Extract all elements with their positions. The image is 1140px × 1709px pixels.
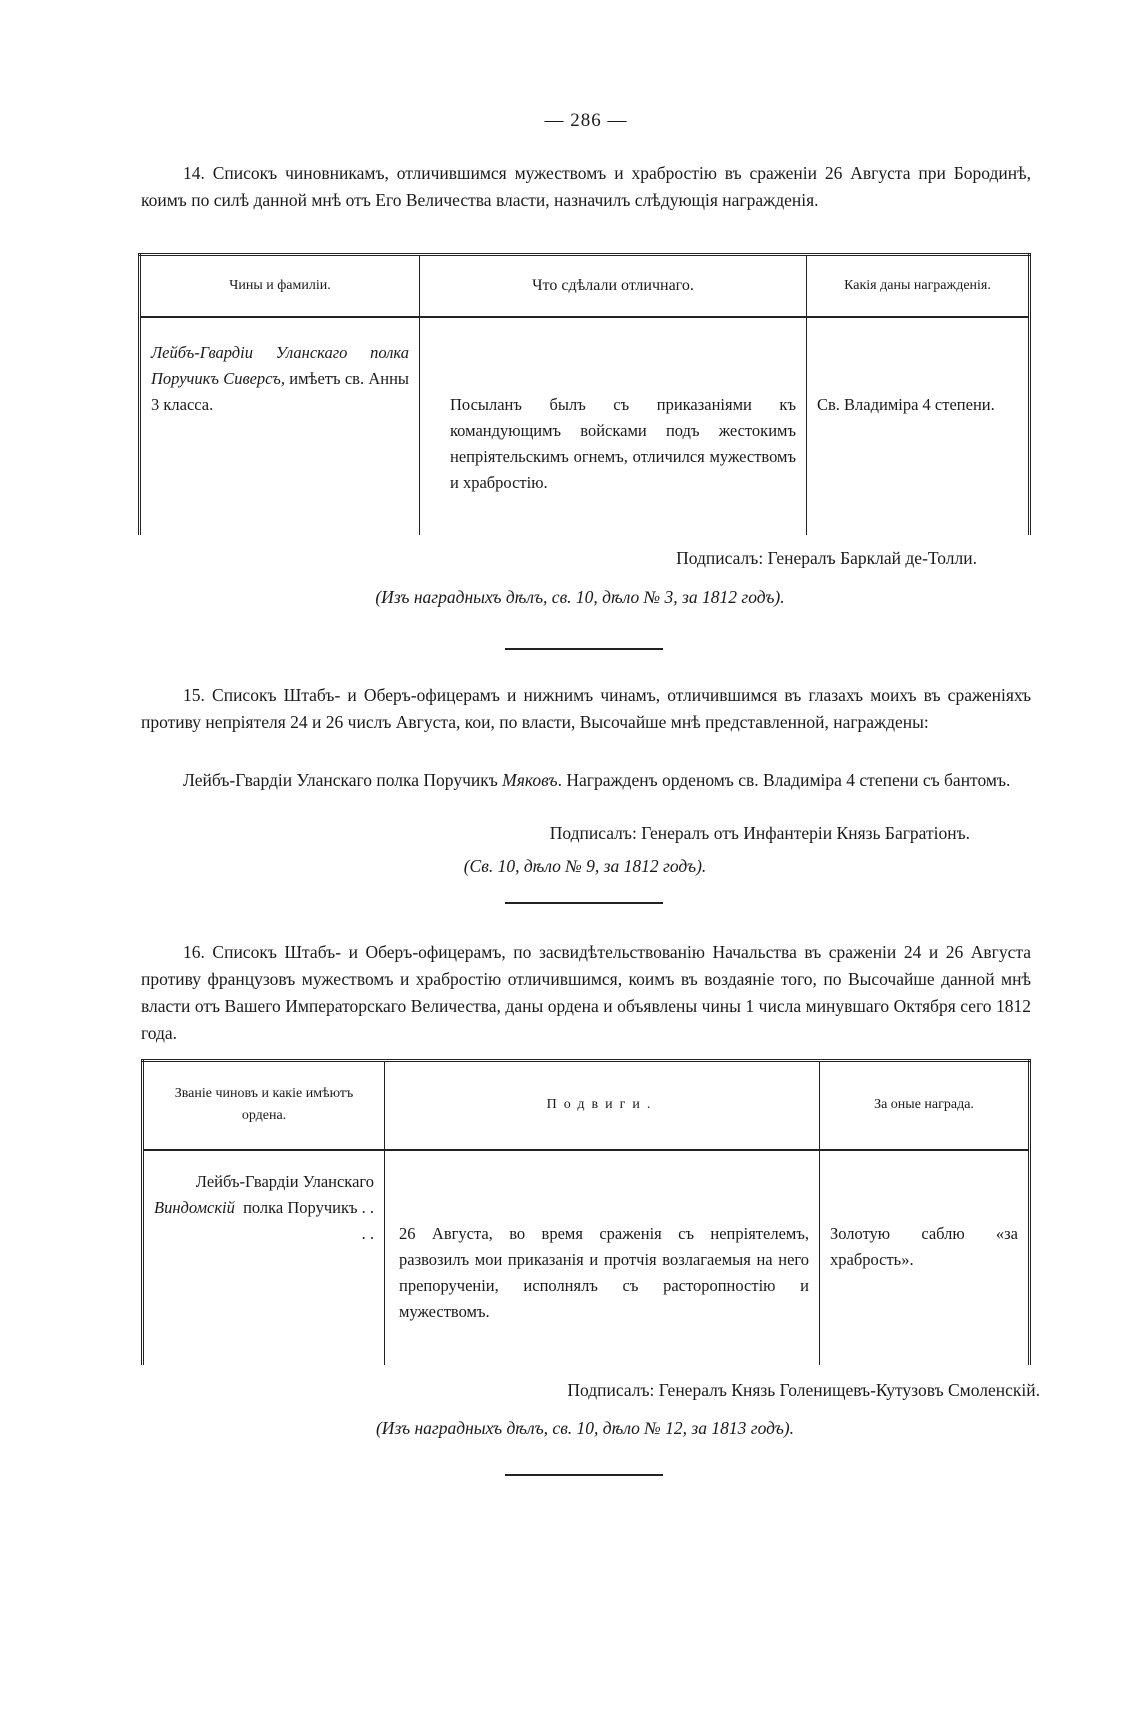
officer-name: Лейбъ-Гвардiи Уланскаго полка Поручикъ Сиверсъ, [151, 342, 409, 388]
citation: (Изъ наградныхъ дѣлъ, св. 10, дѣло № 3, за 1812 годъ). [375, 587, 785, 607]
leader-dots: . . . . [361, 1197, 374, 1243]
section-text: Списокъ Штабъ- и Оберъ-офицерамъ и нижнимъ чинамъ, отличившимся въ глазахъ моихъ въ сраженiяхъ противу непрiятеля 24 и 26 числъ Августа, кои, по власти, Высочайше мнѣ представленной, награждены: [141, 685, 1031, 732]
column-header: Какiя даны награжденiя. [807, 255, 1030, 317]
signature: Подписалъ: Генералъ Князь Голенищевъ-Кутузовъ Смоленскiй. [567, 1380, 1040, 1400]
deed-cell: 26 Августа, во время сраженiя съ непрiятелемъ, развозилъ мои приказанiя и протчiя возлагаемыя на него препорученiи, исполнялъ съ расторопностiю и мужествомъ. [385, 1150, 820, 1366]
divider [505, 902, 663, 904]
column-header: Подвиги. [385, 1061, 820, 1150]
section-14-paragraph [141, 160, 1031, 214]
award-cell: Св. Владимiра 4 степени. [807, 317, 1030, 536]
column-header: За оные награда. [820, 1061, 1030, 1150]
deed-cell: Посыланъ былъ съ приказанiями къ командующимъ войсками подъ жестокимъ непрiятельскимъ огнемъ, отличился мужествомъ и храбростiю. [420, 317, 807, 536]
citation: (Св. 10, дѣло № 9, за 1812 годъ). [463, 856, 707, 876]
section-16-paragraph [141, 939, 1031, 1047]
section-text: Списокъ Штабъ- и Оберъ-офицерамъ, по засвидѣтельствованiю Начальства въ сраженiи 24 и 26 Августа противу французовъ мужествомъ и храбростiю отличившимся, коимъ въ воздаянiе того, по Высочайше данной мнѣ власти отъ Вашего Императорскаго Величества, даны ордена и объявлены чины 1 числа минувшаго Октября сего 1812 года. [141, 942, 1031, 1043]
name-cell [140, 317, 420, 536]
entry-text: Лейбъ-Гвардiи Уланскаго полка Поручикъ [183, 770, 503, 790]
signature: Подписалъ: Генералъ отъ Инфантерiи Князь Багратiонъ. [549, 823, 970, 843]
award-cell: Золотую саблю «за храбрость». [820, 1150, 1030, 1366]
awards-table-16 [141, 1059, 1031, 1365]
column-header: Чины и фамилiи. [140, 255, 420, 317]
name-cell [143, 1150, 385, 1366]
section-number: 15. [183, 685, 205, 705]
table-row [140, 317, 1030, 536]
section-15-paragraph [141, 682, 1031, 736]
divider [505, 648, 663, 650]
page-number: — 286 — [544, 110, 628, 131]
awards-table-14 [138, 253, 1031, 535]
signature: Подписалъ: Генералъ Барклай де-Толли. [676, 548, 977, 568]
citation: (Изъ наградныхъ дѣлъ, св. 10, дѣло № 12, за 1813 годъ). [375, 1418, 794, 1438]
officer-name: Мяковъ [502, 770, 558, 790]
entry-text: . Награжденъ орденомъ св. Владимiра 4 степени съ бантомъ. [557, 770, 1011, 790]
section-number: 16. [183, 942, 205, 962]
divider [505, 1474, 663, 1476]
column-header: Званiе чиновъ и какiе имѣютъ ордена. [143, 1061, 385, 1150]
officer-order: имѣетъ св. Анны 3 класса. [151, 368, 410, 414]
column-header: Что сдѣлали отличнаго. [420, 255, 807, 317]
officer-rank: Лейбъ-Гвардiи Уланскаго полка Поручикъ [195, 1171, 374, 1217]
officer-name: Виндомскiй [154, 1197, 235, 1217]
section-number: 14. [183, 163, 205, 183]
table-row [143, 1150, 1030, 1366]
section-15-entry [141, 767, 1031, 794]
section-text: Списокъ чиновникамъ, отличившимся мужествомъ и храбростiю въ сраженiи 26 Августа при Бородинѣ, коимъ по силѣ данной мнѣ отъ Его Величества власти, назначилъ слѣдующiя награжденiя. [141, 163, 1031, 210]
